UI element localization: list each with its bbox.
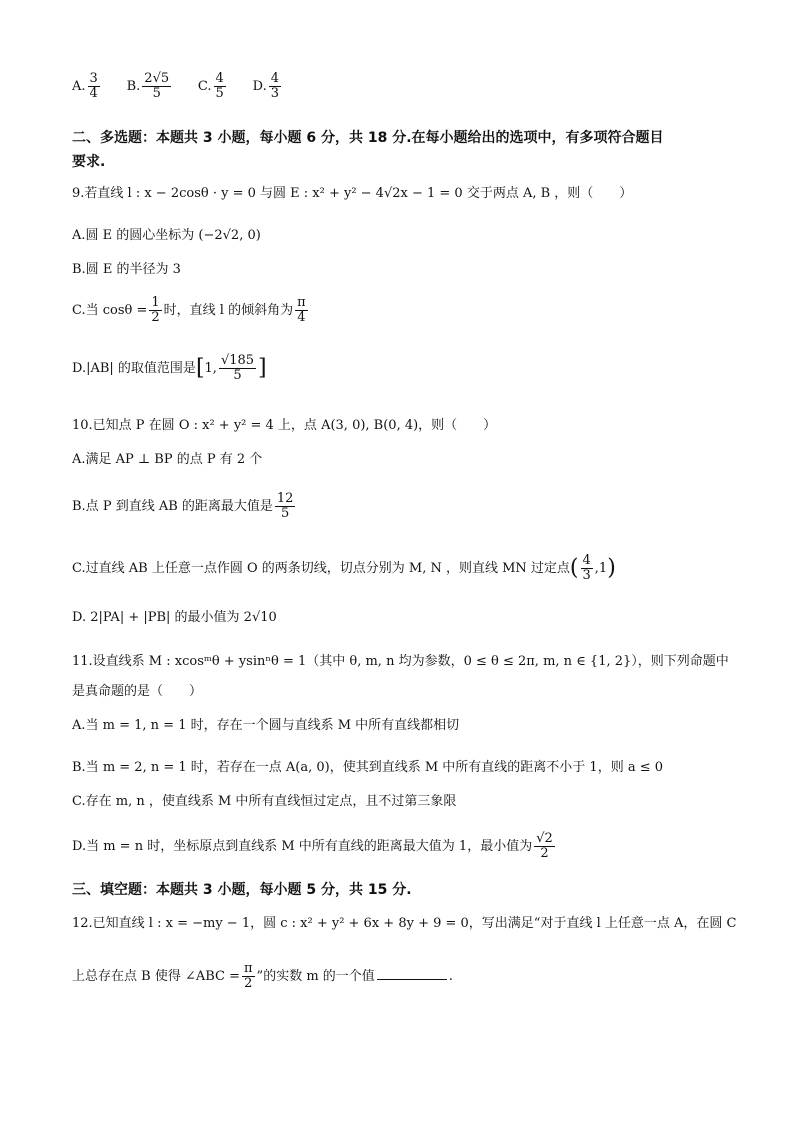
q8-option-c: C. $\frac{4}{5}$ (197, 71, 224, 101)
q10-option-d: D. 2|PA| + |PB| 的最小值为 2√10 (72, 610, 277, 625)
q8-option-b: B. $\frac{2√5}{5}$ (126, 71, 170, 101)
q8-options (72, 72, 283, 101)
section2-heading-line2: 要求. (72, 154, 106, 170)
q11-option-a: A.当 m = 1, n = 1 时，存在一个圆与直线系 M 中所有直线都相切 (72, 718, 460, 733)
q9-option-d: D.|AB| 的取值范围是[1, $\frac{√185}{5}$ ] (72, 353, 267, 383)
q8-option-d: D. $\frac{4}{3}$ (252, 71, 279, 101)
q8-option-a: A. $\frac{3}{4}$ (72, 71, 98, 101)
q11-stem-line2: 是真命题的是（ ） (72, 684, 203, 699)
q9-option-c: C.当 cosθ = $\frac{1}{2}$ 时，直线 l 的倾斜角为 $\frac{\pi}{4}$ (72, 295, 306, 325)
q11-option-c: C.存在 m, n ，使直线系 M 中所有直线恒过定点，且不过第三象限 (72, 794, 457, 809)
q10-option-c: C.过直线 AB 上任意一点作圆 O 的两条切线，切点分别为 M, N ，则直线 MN 过定点( $\frac{4}{3}$ ,1) (72, 553, 616, 583)
q9-option-a: A.圆 E 的圆心坐标为 (−2√2, 0) (72, 228, 261, 243)
answer-blank[interactable] (377, 979, 447, 980)
q11-stem-line1: 11.设直线系 M : xcosᵐθ + ysinⁿθ = 1（其中 θ, m, n 均为参数，0 ≤ θ ≤ 2π, m, n ∈ {1, 2}），则下列命题中 (72, 654, 729, 669)
q10-option-a: A.满足 AP ⊥ BP 的点 P 有 2 个 (72, 452, 263, 467)
q11-option-b: B.当 m = 2, n = 1 时，若存在一点 A(a, 0)，使其到直线系 M 中所有直线的距离不小于 1，则 a ≤ 0 (72, 760, 664, 775)
q10-option-b: B.点 P 到直线 AB 的距离最大值是 $\frac{12}{5}$ (72, 491, 294, 521)
q12-line1: 12.已知直线 l : x = −my − 1，圆 c : x² + y² + 6x + 8y + 9 = 0，写出满足“对于直线 l 上任意一点 A，在圆 C (72, 916, 737, 931)
section3-heading: 三、填空题：本题共 3 小题，每小题 5 分，共 15 分. (72, 882, 412, 898)
q12-line2: 上总存在点 B 使得 ∠ABC = $\frac{\pi}{2}$ ”的实数 m 的一个值 . (72, 961, 453, 991)
q11-option-d: D.当 m = n 时，坐标原点到直线系 M 中所有直线的距离最大值为 1，最小值为 $\frac{√2}{2}$ (72, 831, 553, 861)
q10-stem: 10.已知点 P 在圆 O : x² + y² = 4 上，点 A(3, 0), B(0, 4)，则（ ） (72, 418, 497, 433)
q9-stem: 9.若直线 l : x − 2cosθ · y = 0 与圆 E : x² + y² − 4√2x − 1 = 0 交于两点 A, B ，则（ ） (72, 186, 633, 201)
q9-option-b: B.圆 E 的半径为 3 (72, 262, 181, 277)
section2-heading-line1: 二、多选题：本题共 3 小题，每小题 6 分，共 18 分.在每小题给出的选项中，有多项符合题目 (72, 130, 664, 146)
